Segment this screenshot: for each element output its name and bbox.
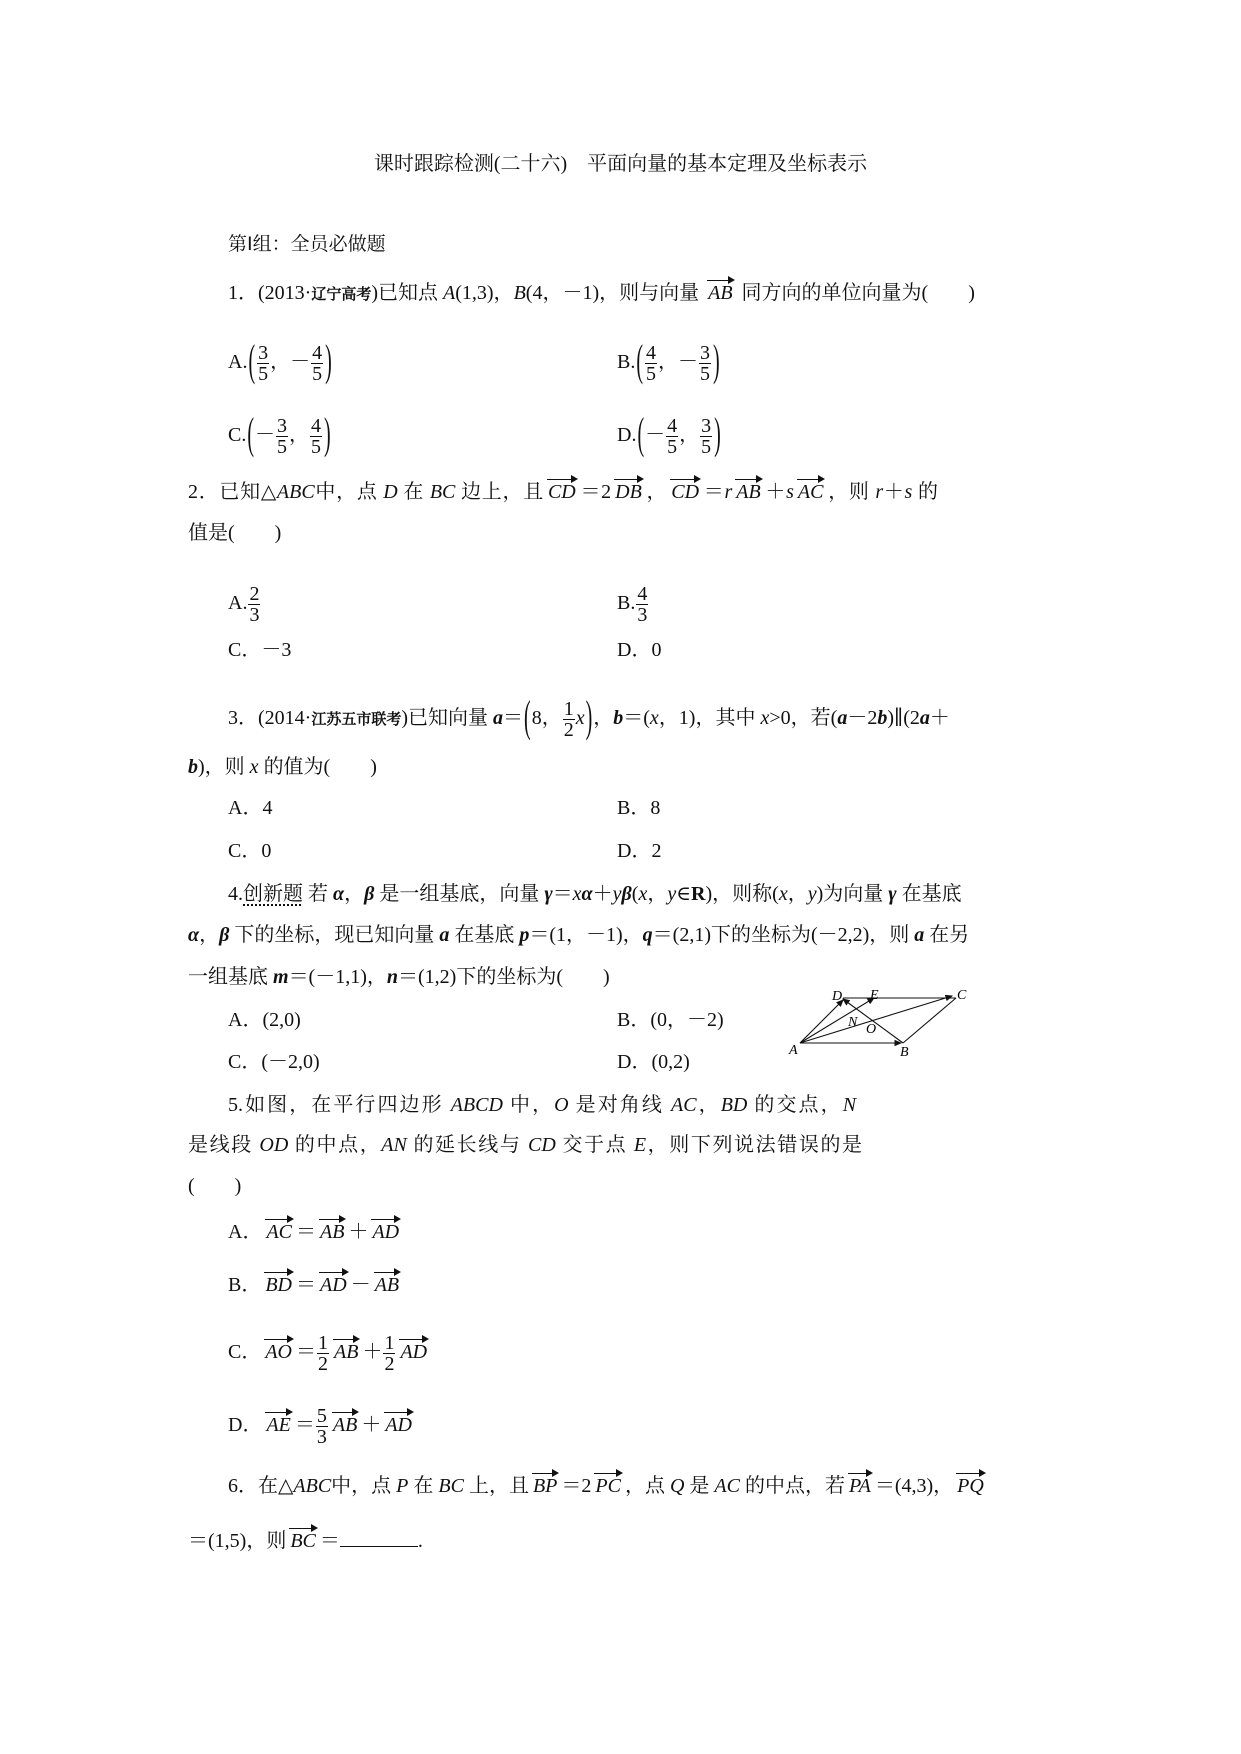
- text-segment: )已知点: [371, 282, 444, 304]
- vector-symbol: AO: [263, 1338, 294, 1366]
- numerator: 1: [318, 1332, 329, 1354]
- denominator: 5: [667, 436, 678, 458]
- question-4-cont2: [188, 963, 610, 991]
- text-segment: 是线段: [188, 1134, 260, 1156]
- text-segment: 的值为( ): [258, 756, 377, 778]
- numerator: 1: [563, 698, 574, 720]
- text-segment: 的交点，: [747, 1094, 843, 1116]
- question-6-cont: [188, 1527, 423, 1555]
- label-N: N: [848, 1015, 858, 1030]
- numerator: 3: [701, 415, 712, 437]
- vector-symbol: CD: [546, 478, 578, 506]
- text-segment: ，: [199, 924, 220, 946]
- text-segment: ＝(2,1)下的坐标为(－2,2)，则: [652, 924, 915, 946]
- tag-label: 创新题: [243, 883, 303, 905]
- denominator: 2: [318, 1353, 329, 1375]
- text-segment: 同方向的单位向量为( ): [736, 282, 975, 304]
- vector-symbol: AB: [706, 279, 734, 307]
- text-segment: C．(－2,0): [228, 1051, 320, 1073]
- option-5b: [228, 1271, 403, 1299]
- math-variable: x: [575, 707, 585, 730]
- numerator: 1: [384, 1332, 395, 1354]
- option-5c: [228, 1333, 431, 1374]
- bold-vector: a: [914, 924, 925, 946]
- text-segment: 在: [408, 1475, 439, 1497]
- numerator: 4: [646, 342, 657, 364]
- big-parenthesis: (: [524, 693, 531, 743]
- text-segment: )，则称(: [705, 883, 779, 905]
- numerator: 5: [316, 1405, 327, 1427]
- bold-vector: b: [188, 756, 198, 778]
- denominator: 3: [637, 604, 648, 626]
- label-O: O: [866, 1022, 877, 1037]
- math-variable: ABC: [276, 481, 315, 503]
- vector-symbol: AB: [318, 1218, 346, 1246]
- text-segment: 1．(2013·: [228, 282, 312, 304]
- text-segment: －2: [847, 707, 878, 730]
- text-segment: 3．(2014·: [228, 707, 312, 730]
- text-segment: D．(0,2): [617, 1051, 690, 1073]
- vector-symbol: AD: [398, 1338, 429, 1366]
- math-variable: x: [760, 707, 770, 730]
- vector-symbol: AB: [331, 1411, 359, 1439]
- bold-vector: α: [333, 883, 345, 905]
- text-segment: ＝2: [561, 1475, 592, 1497]
- fraction: [310, 416, 322, 457]
- denominator: 2: [563, 719, 574, 741]
- bold-vector: m: [273, 966, 289, 988]
- text-segment: 的延长线与: [406, 1134, 529, 1156]
- option-4b: [617, 1006, 724, 1034]
- label-B: B: [900, 1045, 909, 1060]
- big-parenthesis: ): [585, 693, 593, 743]
- numerator: 2: [249, 583, 260, 605]
- text-segment: ＝(1,2)下的坐标为( ): [398, 966, 610, 988]
- bold-vector: b: [613, 707, 624, 730]
- text-segment: C.: [228, 424, 247, 447]
- text-segment: ＝: [703, 481, 725, 503]
- text-segment: D．2: [617, 840, 662, 862]
- text-segment: ，: [679, 424, 700, 447]
- big-parenthesis: ): [324, 410, 331, 460]
- text-segment: ＝: [503, 707, 524, 730]
- math-variable: r: [875, 481, 884, 503]
- option-2a: [228, 584, 261, 625]
- math-variable: BC: [438, 1475, 464, 1497]
- text-segment: (4，－1)，则与向量: [525, 282, 705, 304]
- math-variable: ABC: [293, 1475, 332, 1497]
- option-5a: [228, 1218, 403, 1246]
- text-segment: 8，: [531, 707, 562, 730]
- option-3b: [617, 794, 660, 822]
- text-segment: ＝(－1,1)，: [288, 966, 387, 988]
- text-segment: A．(2,0): [228, 1009, 301, 1031]
- math-variable: y: [667, 883, 677, 905]
- math-variable: E: [633, 1134, 647, 1156]
- question-3: [228, 693, 950, 743]
- math-variable: s: [786, 481, 794, 503]
- numerator: 3: [258, 342, 269, 364]
- text-segment: 下的坐标，现已知向量: [229, 924, 440, 946]
- math-variable: CD: [528, 1134, 556, 1156]
- text-segment: 的: [912, 481, 939, 503]
- big-parenthesis: (: [636, 337, 644, 387]
- big-parenthesis: ): [325, 337, 332, 387]
- denominator: 5: [311, 436, 322, 458]
- big-parenthesis: ): [713, 337, 720, 387]
- option-1a: [228, 337, 333, 387]
- text-segment: A.: [228, 592, 248, 615]
- text-segment: －: [255, 424, 276, 447]
- text-segment: C．－3: [228, 639, 292, 661]
- denominator: 3: [249, 604, 260, 626]
- text-segment: 边上，且: [455, 481, 544, 503]
- text-segment: (1,3)，: [455, 282, 514, 304]
- math-variable: r: [724, 481, 733, 503]
- math-variable: P: [396, 1475, 409, 1497]
- fraction: [317, 1333, 329, 1374]
- vector-symbol: BD: [263, 1271, 294, 1299]
- text-segment: ∈: [676, 883, 692, 905]
- option-5d: [228, 1406, 416, 1447]
- vector-symbol: PQ: [955, 1472, 986, 1500]
- bold-vector: a: [837, 707, 848, 730]
- label-A: A: [789, 1043, 798, 1058]
- text-segment: ，: [289, 424, 310, 447]
- text-segment: )，则: [198, 756, 250, 778]
- fraction: [563, 699, 575, 740]
- bold-vector: q: [642, 924, 653, 946]
- bold-vector: γ: [888, 883, 897, 905]
- label-D: D: [832, 989, 843, 1004]
- bold-vector: β: [364, 883, 375, 905]
- fraction: [276, 416, 288, 457]
- text-segment: B.: [617, 592, 636, 615]
- math-variable: x: [572, 883, 582, 905]
- math-variable: AC: [670, 1094, 697, 1116]
- label-E: E: [870, 988, 879, 1003]
- text-segment: ＝(1,5)，则: [188, 1530, 287, 1552]
- text-segment: 值是( ): [188, 522, 282, 544]
- text-segment: ，: [787, 883, 808, 905]
- parallelogram-figure: [780, 980, 980, 1060]
- text-segment: 是对角线: [568, 1094, 671, 1116]
- text-segment: ，1)，其中: [658, 707, 761, 730]
- text-segment: )∥(2: [887, 707, 920, 730]
- text-segment: ，: [696, 1094, 721, 1116]
- text-segment: ＋: [883, 481, 905, 503]
- vector-symbol: AB: [734, 478, 762, 506]
- fraction: [636, 584, 648, 625]
- bold-vector: α: [188, 924, 200, 946]
- math-variable: x: [249, 756, 259, 778]
- text-segment: 在基底: [449, 924, 520, 946]
- text-segment: 中，点: [331, 1475, 397, 1497]
- bold-vector: β: [621, 883, 632, 905]
- text-segment: C．0: [228, 840, 272, 862]
- answer-blank: [340, 1528, 418, 1547]
- text-segment: ＝: [296, 1274, 317, 1296]
- option-3d: [617, 837, 661, 865]
- text-segment: ，: [647, 883, 668, 905]
- option-2b: [617, 584, 649, 625]
- text-segment: 在基底: [896, 883, 962, 905]
- vector-symbol: AC: [796, 478, 826, 506]
- text-segment: ＝: [552, 883, 573, 905]
- text-segment: .: [417, 1530, 423, 1552]
- text-segment: A．4: [228, 797, 273, 819]
- bold-vector: β: [219, 924, 230, 946]
- vector-symbol: AB: [373, 1271, 401, 1299]
- option-4d: [617, 1048, 690, 1076]
- text-segment: )为向量: [816, 883, 889, 905]
- text-segment: (: [631, 883, 639, 905]
- question-5: [228, 1091, 856, 1119]
- text-segment: ＋: [348, 1221, 369, 1243]
- denominator: 5: [701, 436, 712, 458]
- text-segment: >0，若(: [769, 707, 838, 730]
- numerator: 3: [277, 415, 288, 437]
- fraction: [699, 343, 711, 384]
- text-segment: ＋: [592, 883, 613, 905]
- vector-symbol: DB: [613, 478, 644, 506]
- text-segment: ＝(4,3)，: [874, 1475, 954, 1497]
- question-2: [188, 478, 938, 506]
- text-segment: A.: [228, 351, 248, 374]
- fraction: [645, 343, 657, 384]
- option-1c: [228, 410, 332, 460]
- denominator: 5: [646, 363, 657, 385]
- text-segment: ，: [593, 707, 614, 730]
- fraction: [311, 343, 323, 384]
- math-variable: s: [904, 481, 913, 503]
- text-segment: ＝2: [579, 481, 612, 503]
- text-segment: C．: [228, 1341, 262, 1364]
- math-variable: x: [638, 883, 648, 905]
- fraction: [316, 1406, 328, 1447]
- question-5-cont: [188, 1131, 862, 1159]
- text-segment: ，: [645, 481, 668, 503]
- text-segment: ，则: [827, 481, 876, 503]
- text-segment: D．: [228, 1414, 263, 1437]
- vector-symbol: AE: [264, 1411, 292, 1439]
- option-4a: [228, 1006, 301, 1034]
- math-variable: y: [612, 883, 622, 905]
- text-segment: 的中点，若: [739, 1475, 845, 1497]
- vector-symbol: AD: [383, 1411, 414, 1439]
- text-segment: ＝(1，－1)，: [529, 924, 643, 946]
- text-segment: 的中点，: [288, 1134, 382, 1156]
- text-segment: 中，点: [314, 481, 384, 503]
- text-segment: ( ): [188, 1175, 242, 1197]
- label-C: C: [957, 988, 967, 1003]
- fraction: [666, 416, 678, 457]
- text-segment: －: [645, 424, 666, 447]
- bold-vector: b: [877, 707, 888, 730]
- vector-symbol: BP: [531, 1472, 559, 1500]
- denominator: 5: [258, 363, 269, 385]
- text-segment: )已知向量: [401, 707, 494, 730]
- denominator: 3: [316, 1426, 327, 1448]
- fraction: [257, 343, 269, 384]
- big-parenthesis: ): [714, 410, 721, 460]
- option-1d: [617, 410, 722, 460]
- text-segment: ＋: [929, 707, 950, 730]
- text-segment: 一组基底: [188, 966, 273, 988]
- vector-symbol: AD: [318, 1271, 349, 1299]
- option-4c: [228, 1048, 320, 1076]
- text-segment: ，点: [624, 1475, 670, 1497]
- numerator: 4: [311, 415, 322, 437]
- math-variable: Q: [669, 1475, 685, 1497]
- denominator: 5: [700, 363, 711, 385]
- question-1: [228, 279, 975, 309]
- text-segment: 交于点: [555, 1134, 634, 1156]
- math-variable: A: [443, 282, 456, 304]
- text-segment: ＝: [294, 1414, 315, 1437]
- text-segment: B．8: [617, 797, 661, 819]
- big-parenthesis: (: [637, 410, 645, 460]
- math-variable: N: [842, 1094, 857, 1116]
- text-segment: ，－: [658, 351, 699, 374]
- denominator: 5: [277, 436, 288, 458]
- question-6: [228, 1472, 984, 1500]
- text-segment: 2．已知△: [188, 481, 277, 503]
- text-segment: 是一组基底，向量: [374, 883, 545, 905]
- math-variable: AC: [714, 1475, 740, 1497]
- numerator: 4: [312, 342, 323, 364]
- text-segment: ＋: [362, 1341, 383, 1364]
- numerator: 4: [667, 415, 678, 437]
- vector-symbol: AB: [332, 1338, 360, 1366]
- text-segment: B．(0，－2): [617, 1009, 724, 1031]
- option-2c: [228, 636, 291, 664]
- text-segment: 是: [684, 1475, 715, 1497]
- math-variable: D: [383, 481, 398, 503]
- text-segment: －: [350, 1274, 371, 1296]
- question-5-cont2: [188, 1172, 241, 1200]
- question-3-cont: [188, 753, 377, 781]
- math-variable: BD: [720, 1094, 748, 1116]
- math-variable: O: [554, 1094, 569, 1116]
- option-3c: [228, 837, 271, 865]
- math-variable: B: [513, 282, 526, 304]
- text-segment: 6．在△: [228, 1475, 294, 1497]
- text-segment: 上，且: [463, 1475, 529, 1497]
- text-segment: ＝: [296, 1221, 317, 1243]
- page-title: 课时跟踪检测(二十六) 平面向量的基本定理及坐标表示: [373, 153, 868, 175]
- bold-vector: n: [386, 966, 399, 988]
- source-label: 辽宁高考: [311, 287, 372, 303]
- text-segment: 5.如图，在平行四边形: [228, 1094, 451, 1116]
- question-4: [228, 880, 962, 908]
- text-segment: ，: [344, 883, 365, 905]
- math-variable: AN: [381, 1134, 407, 1156]
- vector-symbol: AD: [370, 1218, 401, 1246]
- vector-symbol: PA: [847, 1472, 873, 1500]
- text-segment: A．: [228, 1221, 263, 1243]
- text-segment: D．0: [617, 639, 662, 661]
- math-variable: OD: [259, 1134, 289, 1156]
- real-set-symbol: R: [691, 883, 706, 905]
- vector-symbol: PC: [593, 1472, 623, 1500]
- bold-vector: α: [581, 883, 593, 905]
- text-segment: B.: [617, 351, 636, 374]
- math-variable: y: [807, 883, 817, 905]
- question-2-cont: [188, 519, 281, 547]
- text-segment: ＝: [319, 1530, 340, 1552]
- text-segment: ＝: [296, 1341, 317, 1364]
- big-parenthesis: (: [247, 410, 255, 460]
- section-heading: 第Ⅰ组：全员必做题: [228, 233, 386, 255]
- text-segment: ＋: [764, 481, 787, 503]
- numerator: 3: [700, 342, 711, 364]
- text-segment: D.: [617, 424, 637, 447]
- option-3a: [228, 794, 272, 822]
- numerator: 4: [637, 583, 648, 605]
- question-4-cont: [188, 921, 970, 949]
- text-segment: 在另: [924, 924, 970, 946]
- text-segment: B．: [228, 1274, 262, 1296]
- bold-vector: p: [519, 924, 530, 946]
- bold-vector: a: [439, 924, 450, 946]
- vector-symbol: AC: [264, 1218, 294, 1246]
- denominator: 2: [384, 1353, 395, 1375]
- math-variable: x: [649, 707, 659, 730]
- text-segment: 4.: [228, 883, 243, 905]
- text-segment: ＋: [361, 1414, 382, 1437]
- bold-vector: a: [493, 707, 504, 730]
- big-parenthesis: (: [248, 337, 256, 387]
- text-segment: 中，: [502, 1094, 555, 1116]
- vector-symbol: BC: [288, 1527, 318, 1555]
- bold-vector: γ: [544, 883, 553, 905]
- fraction: [383, 1333, 395, 1374]
- text-segment: ，－: [270, 351, 311, 374]
- text-segment: 若: [303, 883, 333, 905]
- option-2d: [617, 636, 661, 664]
- denominator: 5: [312, 363, 323, 385]
- math-variable: ABCD: [450, 1094, 503, 1116]
- math-variable: x: [778, 883, 788, 905]
- math-variable: BC: [429, 481, 456, 503]
- vector-symbol: CD: [669, 478, 701, 506]
- fraction: [700, 416, 712, 457]
- source-label: 江苏五市联考: [311, 712, 402, 729]
- fraction: [248, 584, 260, 625]
- text-segment: 在: [397, 481, 430, 503]
- bold-vector: a: [919, 707, 930, 730]
- text-segment: ，则下列说法错误的是: [646, 1134, 863, 1156]
- text-segment: ＝(: [623, 707, 650, 730]
- option-1b: [617, 337, 721, 387]
